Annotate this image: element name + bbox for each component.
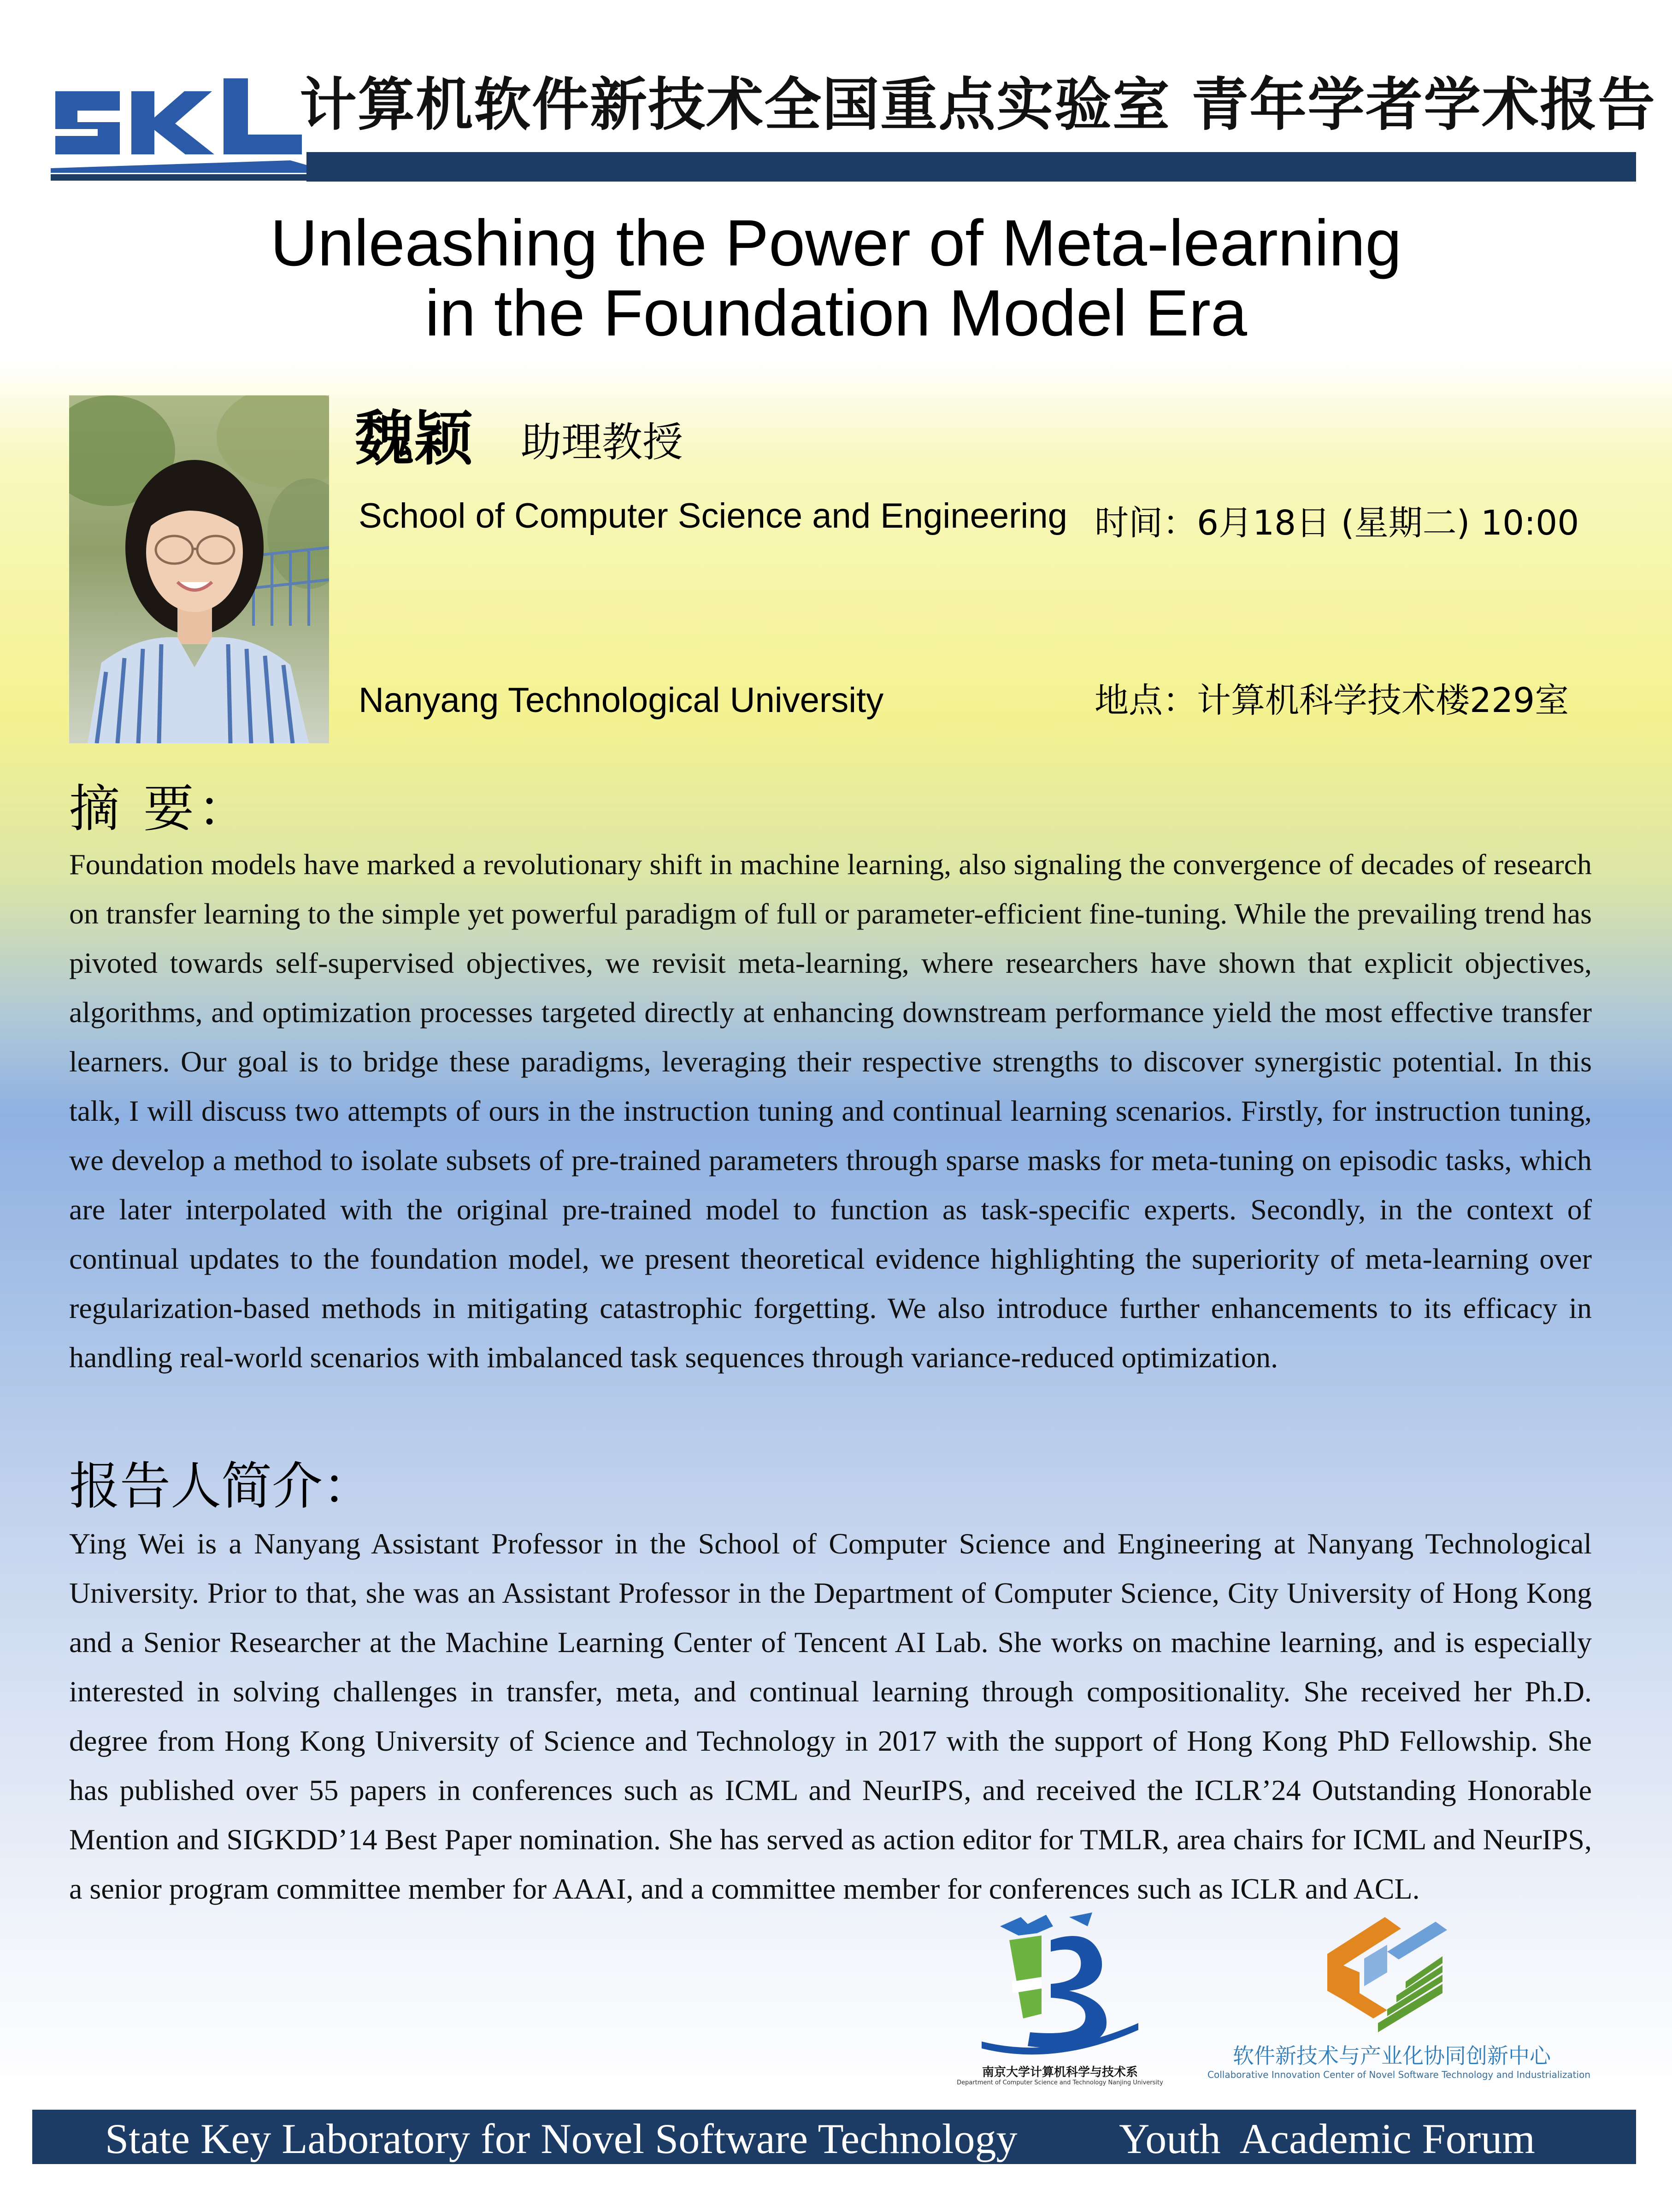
abstract-heading: 摘 要： [69,779,252,838]
nju-cs-name-cn: 南京大学计算机科学与技术系 [982,2065,1138,2079]
cic-name-en: Collaborative Innovation Center of Novel Software Technology and Industrialization [1207,2069,1590,2080]
nju-cs-name-en: Department of Computer Science and Technology Nanjing University [957,2079,1163,2086]
speaker-name: 魏颖 [355,404,473,473]
cic-logo [1318,1908,1452,2032]
talk-title-line-1: Unleashing the Power of Meta-learning [270,206,1402,280]
lab-title: 计算机软件新技术全国重点实验室 [300,72,1171,138]
talk-place: 地点：计算机科学技术楼229室 [1095,681,1569,720]
speaker-photo [69,395,329,743]
talk-time: 时间：6月18日 (星期二) 10:00 [1095,503,1579,543]
speaker-school: School of Computer Science and Engineering [359,496,1067,535]
abstract-text: Foundation models have marked a revolutionary shift in machine learning, also signaling the convergence of decades of research on transfer learning to the simple yet powerful paradigm of full or parameter-efficient fine-tuning. While the prevailing trend has pivoted towards self-supervised objectives, we revisit meta-learning, where researchers have shown that explicit objectives, algorithms, and optimization processes targeted directly at enhancing downstream performance yield the most effective transfer learners. Our goal is to bridge these paradigms, leveraging their respective strengths to discover synergistic potential. In this talk, I will discuss two attempts of ours in the instruction tuning and continual learning scenarios. Firstly, for instruction tuning, we develop a method to isolate subsets of pre-trained parameters through sparse masks for meta-tuning on episodic tasks, which are later interpolated with the original pre-trained model to function as task-specific experts. Secondly, in the context of continual updates to the foundation model, we present theoretical evidence highlighting the superiority of meta-learning over regularization-based methods in mitigating catastrophic forgetting. We also introduce further enhancements to its efficacy in handling real-world scenarios with imbalanced task sequences through variance-reduced optimization. [69,848,1592,1374]
footer-lab-name: State Key Laboratory for Novel Software Technology [105,2115,1018,2162]
nju-cs-logo [972,1908,1148,2060]
bio-text: Ying Wei is a Nanyang Assistant Professor in the School of Computer Science and Engineering at Nanyang Technological University. Prior to that, she was an Assistant Professor in the Department of Computer Science, City University of Hong Kong and a Senior Researcher at the Machine Learning Center of Tencent AI Lab. She works on machine learning, and is especially interested in solving challenges in transfer, meta, and continual learning through compositionality. She received her Ph.D. degree from Hong Kong University of Science and Technology in 2017 with the support of Hong Kong PhD Fellowship. She has published over 55 papers in conferences such as ICML and NeurIPS, and received the ICLR’24 Outstanding Honorable Mention and SIGKDD’14 Best Paper nomination. She has served as action editor for TMLR, area chairs for ICML and NeurIPS, a senior program committee member for AAAI, and a committee member for conferences such as ICLR and ACL. [69,1527,1592,1905]
talk-title-line-2: in the Foundation Model Era [424,276,1247,350]
cic-name-cn: 软件新技术与产业化协同创新中心 [1233,2043,1551,2068]
speaker-university: Nanyang Technological University [359,681,884,720]
series-title: 青年学者学术报告 [1191,72,1656,138]
talk-title [0,208,1672,348]
skl-logo [51,78,306,181]
bio-heading: 报告人简介： [69,1457,373,1516]
footer-forum-name: Youth Academic Forum [1119,2115,1535,2162]
speaker-title: 助理教授 [521,418,683,466]
header-bar [306,152,1636,182]
